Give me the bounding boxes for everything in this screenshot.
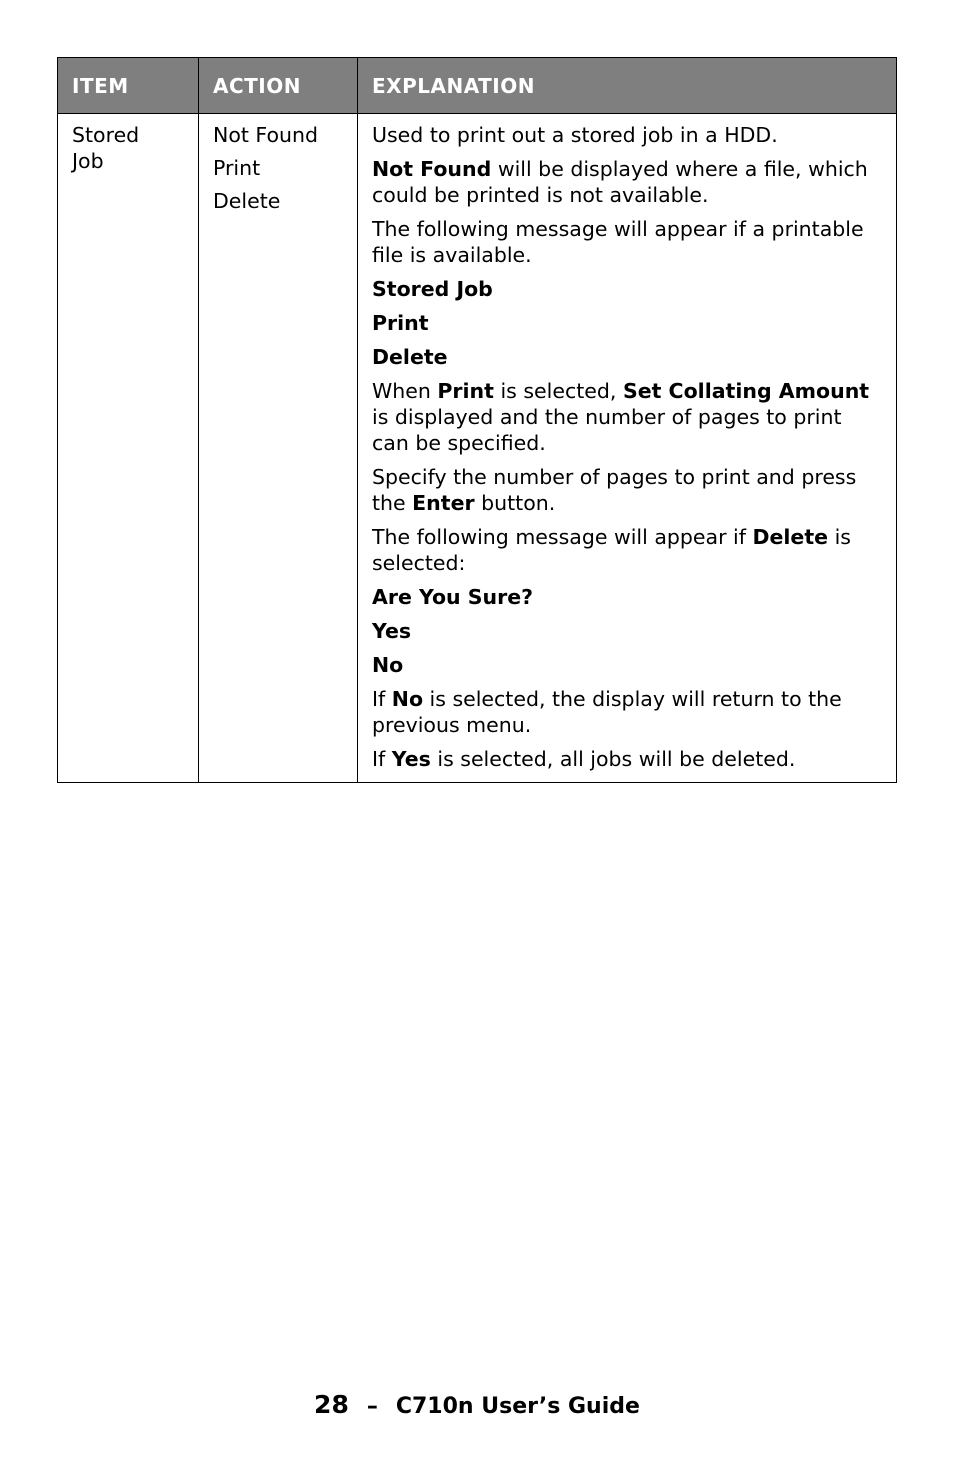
guide-title: C710n User’s Guide (395, 1394, 640, 1419)
action-cell (199, 114, 358, 783)
explanation-paragraph: Specify the number of pages to print and press the Enter button. (372, 465, 857, 515)
table-row (58, 114, 897, 783)
header-explanation: EXPLANATION (358, 58, 897, 114)
explanation-list (372, 122, 882, 772)
explanation-paragraph: Used to print out a stored job in a HDD. (372, 123, 778, 147)
action-item: Print (213, 156, 261, 180)
display-message: Delete (372, 345, 448, 369)
explanation-paragraph: If Yes is selected, all jobs will be deleted. (372, 747, 796, 771)
item-label: Stored Job (72, 123, 140, 173)
explanation-cell (358, 114, 897, 783)
footer-separator: – (366, 1394, 378, 1419)
menu-table (57, 57, 897, 783)
header-item: ITEM (58, 58, 199, 114)
display-message: Print (372, 311, 429, 335)
page-number: 28 (314, 1390, 349, 1419)
explanation-paragraph: The following message will appear if Delete is selected: (372, 525, 851, 575)
explanation-paragraph: Not Found will be displayed where a file, which could be printed is not available. (372, 157, 868, 207)
display-message: No (372, 653, 404, 677)
header-action: ACTION (199, 58, 358, 114)
header-row (58, 58, 897, 114)
page-footer (0, 1390, 954, 1419)
display-message: Stored Job (372, 277, 493, 301)
action-item: Not Found (213, 123, 319, 147)
display-message: Yes (372, 619, 412, 643)
action-item: Delete (213, 189, 281, 213)
action-list (213, 122, 343, 214)
explanation-paragraph: The following message will appear if a printable file is available. (372, 217, 864, 267)
explanation-paragraph: If No is selected, the display will return to the previous menu. (372, 687, 842, 737)
item-cell (58, 114, 199, 783)
display-message: Are You Sure? (372, 585, 534, 609)
explanation-paragraph: When Print is selected, Set Collating Amount is displayed and the number of pages to print can be specified. (372, 379, 870, 455)
